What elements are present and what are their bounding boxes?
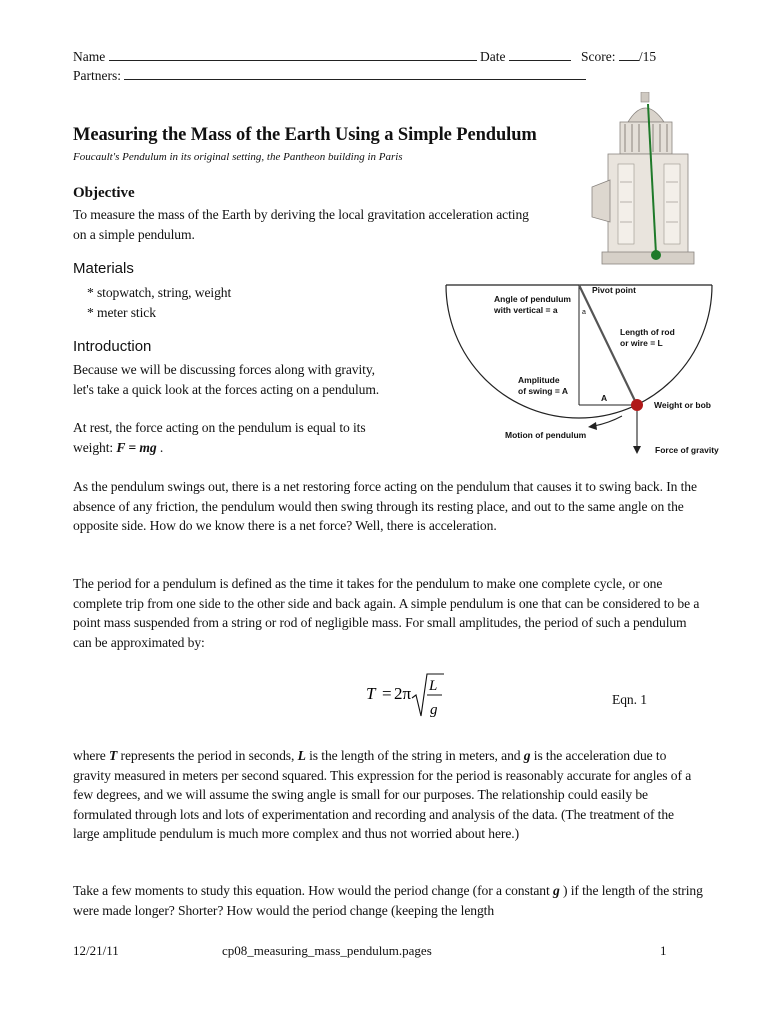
label-motion: Motion of pendulum bbox=[505, 430, 587, 440]
intro-p2-line-2 bbox=[73, 438, 433, 458]
footer-date: 12/21/11 bbox=[73, 943, 119, 958]
period-equation bbox=[360, 668, 470, 724]
materials-heading: Materials bbox=[73, 260, 134, 277]
var-g: g bbox=[523, 748, 531, 763]
p5-text-c: is the length of the string in meters, and bbox=[305, 748, 524, 763]
gravity-arrow-icon bbox=[633, 446, 641, 454]
footer-filename: cp08_measuring_mass_pendulum.pages bbox=[222, 943, 432, 958]
p5-text-d: is the acceleration due to gravity measured in meters per second squared. This expression for the period is reasonably accurate for angles of a few degrees, and we will assume the swing angle is small for our purposes. The relationship could easily be formulated through lots and lots of experimentation and recording and analysis of the data. (The treatment of the large amplitude pendulum is much more complex and thus not worried about here.) bbox=[73, 748, 692, 841]
objective-text bbox=[73, 205, 593, 244]
page-title: Measuring the Mass of the Earth Using a Simple Pendulum bbox=[73, 125, 537, 145]
materials-list bbox=[87, 283, 231, 322]
score-field[interactable] bbox=[619, 47, 639, 61]
materials-item: * meter stick bbox=[87, 304, 156, 320]
name-field[interactable] bbox=[109, 47, 477, 61]
name-label: Name bbox=[73, 49, 106, 64]
date-label: Date bbox=[479, 49, 506, 64]
intro-p1-line-2: let's take a quick look at the forces acting on a pendulum. bbox=[73, 381, 380, 397]
intro-p1-line-1: Because we will be discussing forces along with gravity, bbox=[73, 362, 375, 377]
var-g-2: g bbox=[552, 883, 560, 898]
motion-arrow-icon bbox=[588, 422, 597, 430]
label-length-1: Length of rod bbox=[620, 327, 675, 337]
label-bob: Weight or bob bbox=[654, 400, 711, 410]
score-label: Score: bbox=[580, 49, 616, 64]
label-gravity: Force of gravity bbox=[655, 445, 719, 455]
intro-p2-line-1: At rest, the force acting on the pendulum is equal to its bbox=[73, 420, 366, 435]
score-max: /15 bbox=[638, 49, 657, 64]
label-angle-2: with vertical = a bbox=[494, 305, 558, 315]
intro-p2-prefix: weight: bbox=[73, 439, 117, 455]
equation-label: Eqn. 1 bbox=[612, 692, 647, 707]
label-A: A bbox=[601, 393, 608, 403]
objective-line-2: on a simple pendulum. bbox=[73, 226, 195, 242]
intro-paragraph-5 bbox=[73, 746, 703, 844]
objective-heading: Objective bbox=[73, 185, 135, 201]
intro-p2-suffix: . bbox=[156, 439, 164, 455]
pantheon-illustration bbox=[590, 92, 700, 274]
footer-page-number: 1 bbox=[660, 943, 667, 958]
p6-text-b: ) if the length of the string were made longer? Shorter? How would the period change (keeping the length bbox=[73, 883, 703, 918]
var-T: T bbox=[109, 748, 118, 763]
p5-text-a: where bbox=[73, 748, 110, 763]
pendulum-bob bbox=[631, 399, 643, 411]
materials-item: * stopwatch, string, weight bbox=[87, 285, 232, 300]
p6-text-a: Take a few moments to study this equation. How would the period change (for a constant bbox=[73, 883, 553, 898]
intro-paragraph-4: The period for a pendulum is defined as the time it takes for the pendulum to make one complete cycle, or one complete trip from one side to the other side and back again. A simple pendulum is one that can be considered to be a point mass suspended from a string or rod of negligible mass. For small amplitudes, the period of such a pendulum can be approximated by: bbox=[73, 576, 700, 650]
intro-paragraph-1 bbox=[73, 360, 433, 399]
label-length-2: or wire = L bbox=[620, 338, 663, 348]
p5-text-b: represents the period in seconds, bbox=[117, 748, 298, 763]
date-field[interactable] bbox=[509, 47, 571, 61]
label-amplitude-1: Amplitude bbox=[518, 375, 560, 385]
pendulum-diagram bbox=[444, 280, 726, 460]
label-amplitude-2: of swing = A bbox=[518, 386, 568, 396]
weight-formula: F = mg bbox=[116, 439, 157, 455]
header-partners-row bbox=[73, 66, 693, 85]
eqn-coefficient: 2π bbox=[394, 684, 412, 703]
header-name-row bbox=[73, 47, 693, 66]
eqn-lhs: T bbox=[366, 684, 376, 703]
page-subtitle: Foucault's Pendulum in its original setting, the Pantheon building in Paris bbox=[73, 151, 403, 163]
eqn-denominator: g bbox=[430, 702, 438, 718]
intro-paragraph-2 bbox=[73, 418, 433, 457]
partners-field[interactable] bbox=[124, 66, 586, 80]
label-pivot: Pivot point bbox=[592, 285, 636, 295]
intro-paragraph-3: As the pendulum swings out, there is a net restoring force acting on the pendulum that causes it to swing back. In the absence of any friction, the pendulum would then swing through its resting place, and out to the same angle on the opposite side. How do we know there is a net force? Well, there is acceleration. bbox=[73, 479, 697, 533]
objective-line-1: To measure the mass of the Earth by deriving the local gravitation acceleration acting bbox=[73, 207, 529, 222]
label-a: a bbox=[582, 309, 586, 316]
introduction-heading: Introduction bbox=[73, 338, 152, 355]
partners-label: Partners: bbox=[73, 68, 121, 83]
eqn-equals: = bbox=[382, 684, 392, 703]
intro-paragraph-6 bbox=[73, 881, 703, 920]
eqn-numerator: L bbox=[429, 678, 438, 694]
var-L: L bbox=[297, 748, 306, 763]
label-angle-1: Angle of pendulum bbox=[494, 294, 571, 304]
